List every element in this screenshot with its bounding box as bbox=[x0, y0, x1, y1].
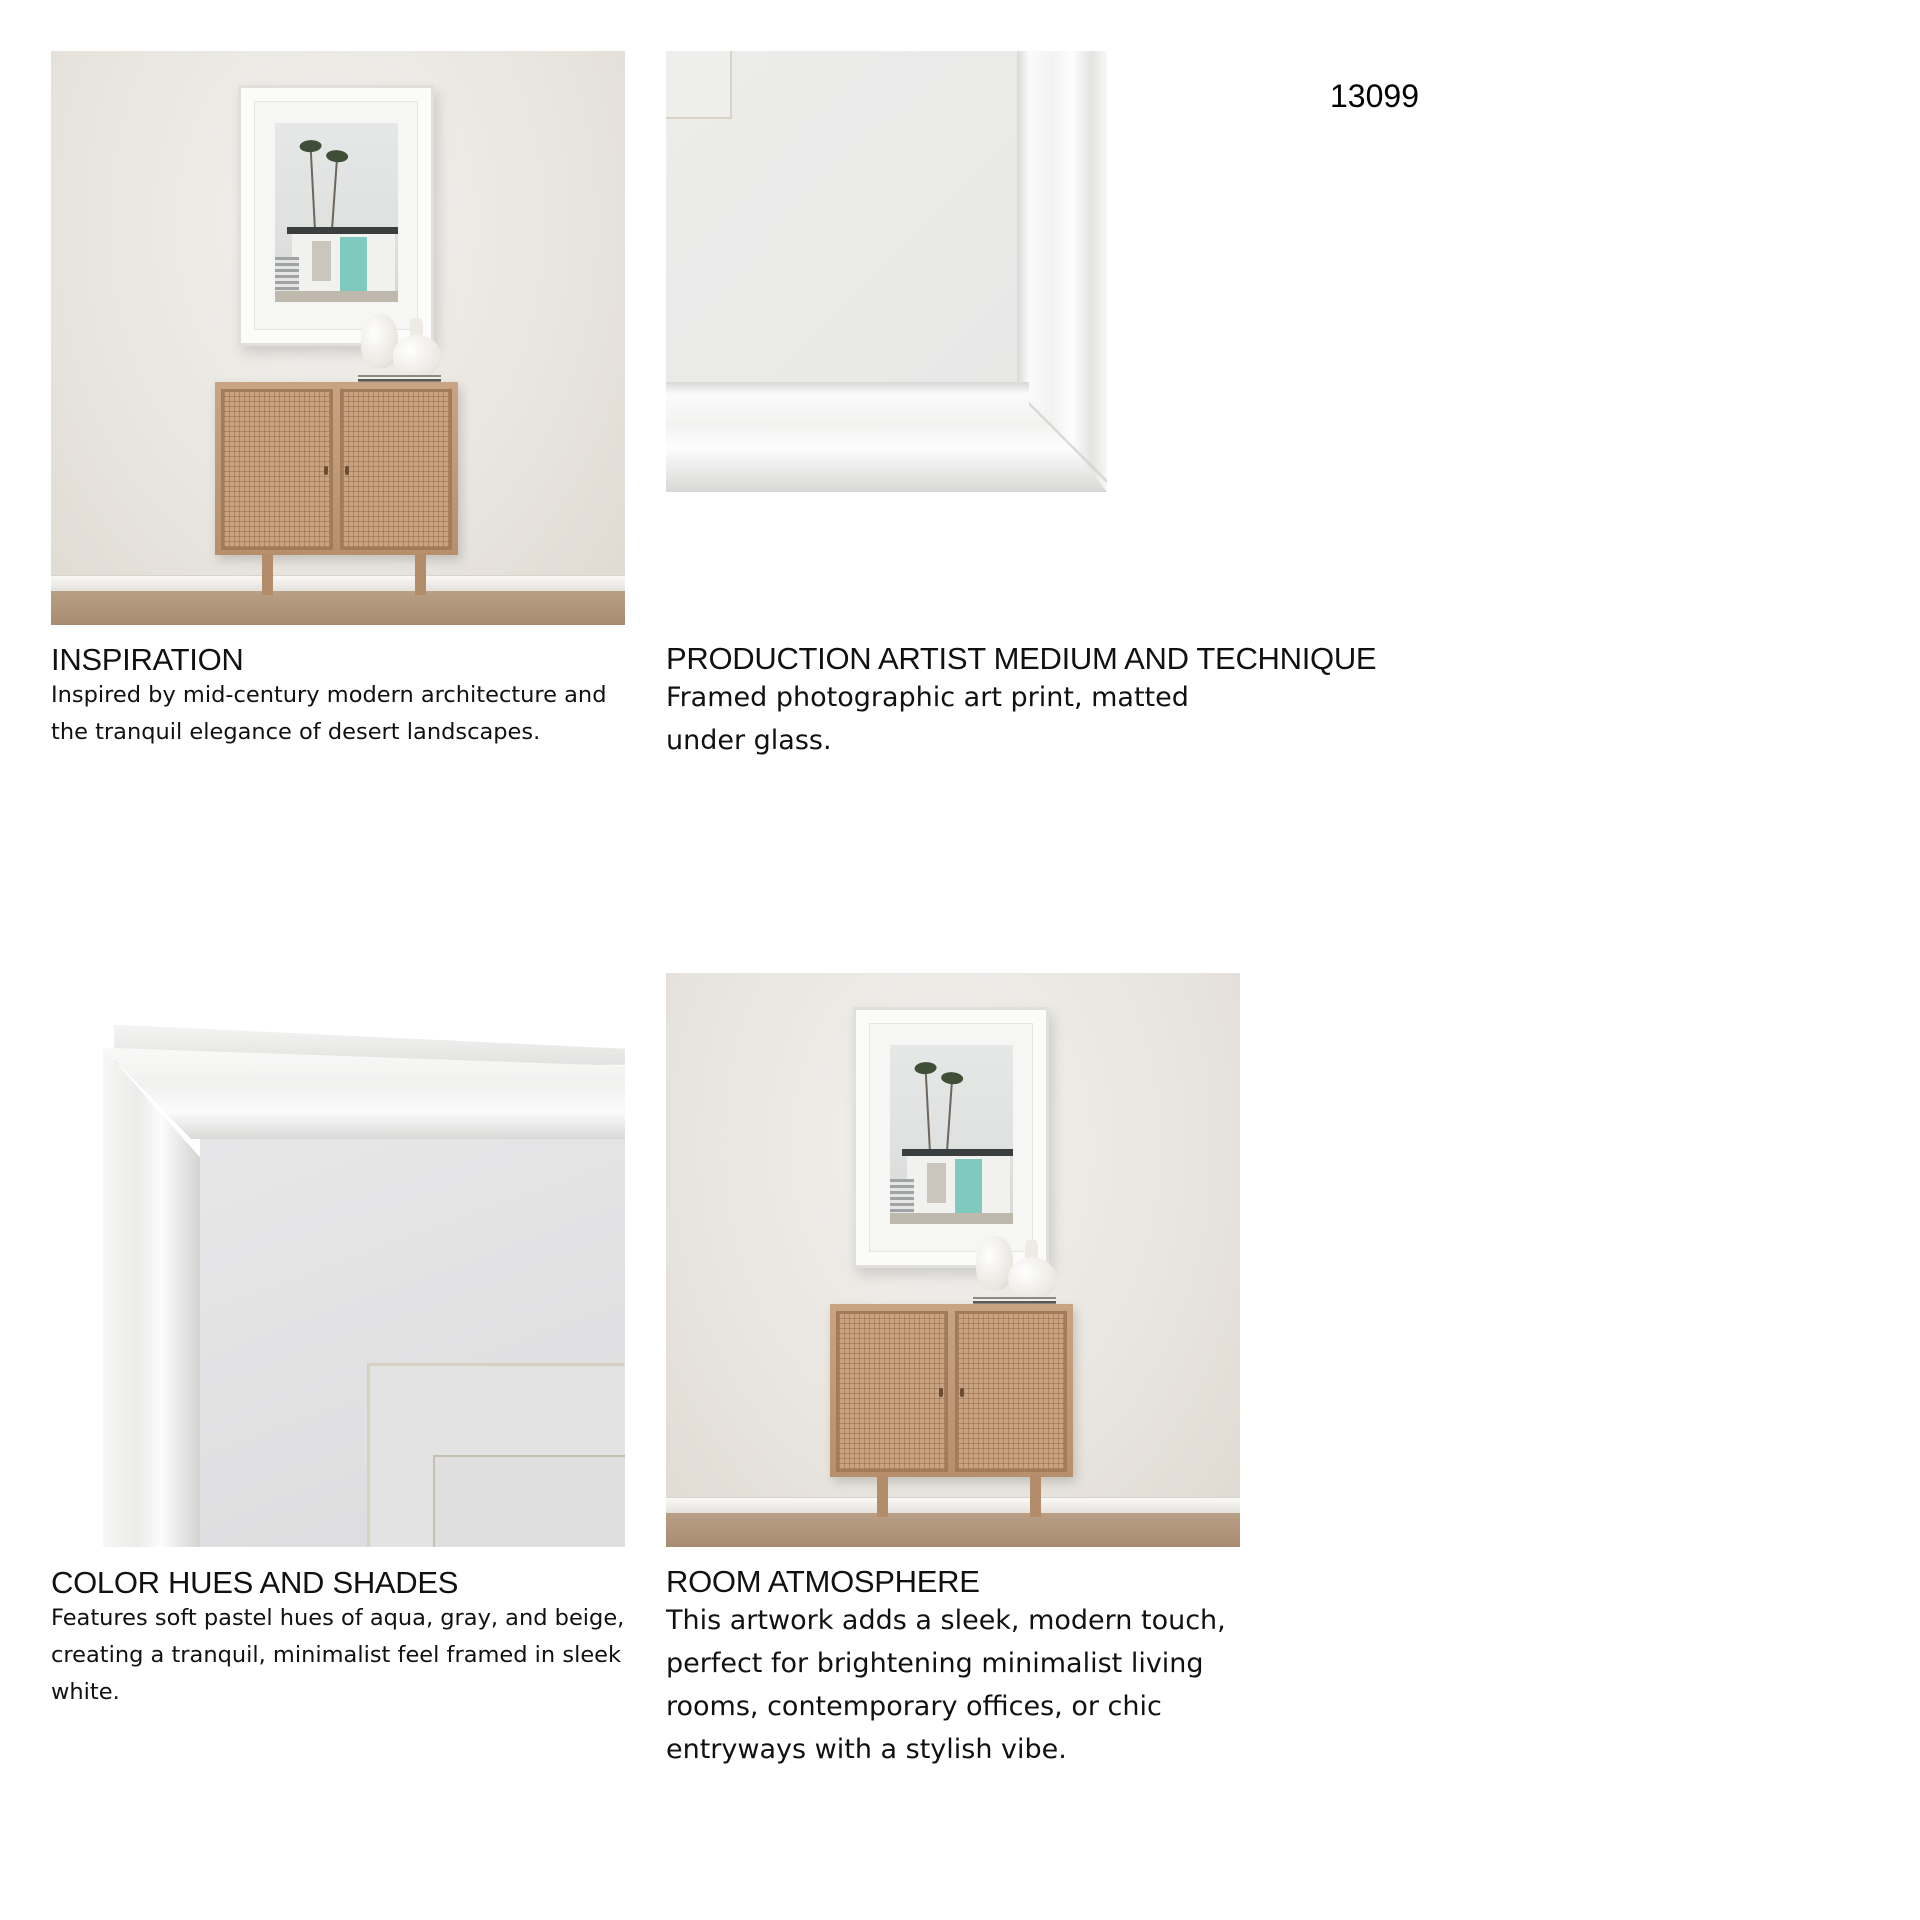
production-text: Framed photographic art print, matted under glass. bbox=[666, 682, 1189, 756]
baseboard bbox=[666, 1497, 1240, 1513]
room-scene-photo-2 bbox=[666, 973, 1240, 1547]
color-heading: COLOR HUES AND SHADES bbox=[51, 1565, 459, 1600]
inspiration-heading: INSPIRATION bbox=[51, 642, 244, 677]
framed-artwork bbox=[853, 1007, 1049, 1268]
room-atmosphere-text: This artwork adds a sleek, modern touch, perfect for brightening minimalist living rooms, contemporary offices, or chic entryways with a stylish vibe. bbox=[666, 1605, 1226, 1765]
floor bbox=[666, 1513, 1240, 1547]
baseboard bbox=[51, 575, 625, 591]
rattan-cabinet bbox=[830, 1304, 1073, 1477]
color-text: Features soft pastel hues of aqua, gray, and beige, creating a tranquil, minimalist feel framed in sleek white. bbox=[51, 1605, 625, 1705]
rattan-cabinet bbox=[215, 382, 458, 555]
floor bbox=[51, 591, 625, 625]
room-scene-photo bbox=[51, 51, 625, 625]
vase bbox=[393, 335, 442, 378]
page-number: 13099 bbox=[1330, 78, 1419, 114]
palm-house-print bbox=[890, 1045, 1013, 1224]
room-atmosphere-heading: ROOM ATMOSPHERE bbox=[666, 1564, 980, 1599]
frame-edge-closeup bbox=[51, 973, 625, 1547]
vase bbox=[1008, 1257, 1057, 1300]
palm-house-print bbox=[275, 123, 398, 302]
framed-artwork bbox=[238, 85, 434, 346]
production-heading: PRODUCTION ARTIST MEDIUM AND TECHNIQUE bbox=[666, 641, 1377, 676]
frame-corner-closeup bbox=[666, 51, 1107, 492]
inspiration-text: Inspired by mid-century modern architecture and the tranquil elegance of desert landscapes. bbox=[51, 682, 607, 745]
